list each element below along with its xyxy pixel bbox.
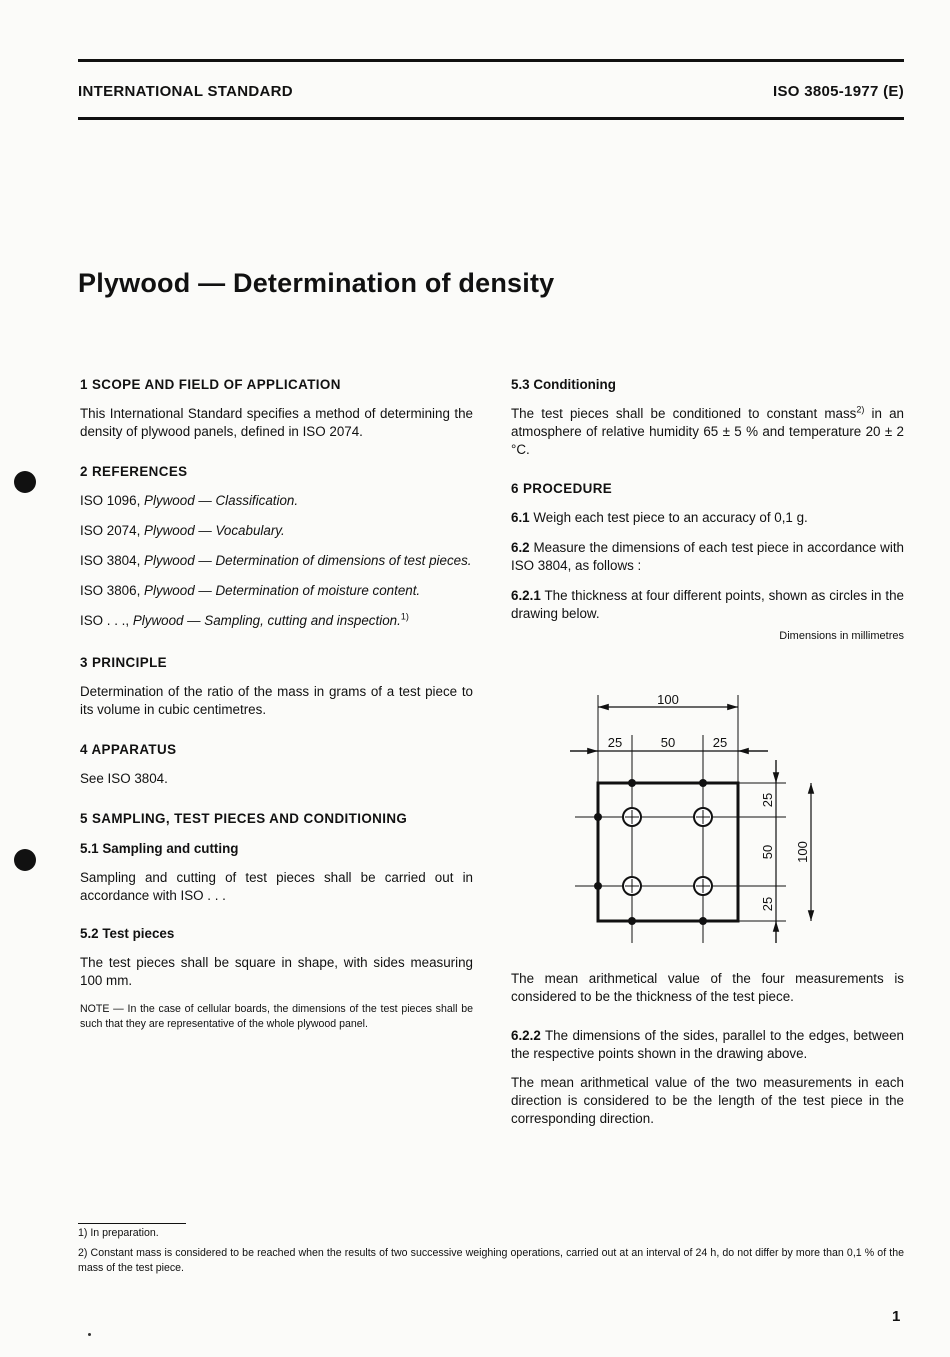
header-bottom-rule (78, 117, 904, 120)
measure-point-2 (694, 808, 712, 826)
dim-right-total: 100 (795, 841, 810, 863)
mean-thickness-text: The mean arithmetical value of the four measurements is considered to be the thickness of the test piece. (511, 971, 904, 1004)
reference-1: ISO 1096, Plywood — Classification. (80, 493, 299, 508)
dim-right-seg-1: 25 (760, 792, 775, 808)
section-3-heading: 3 PRINCIPLE (80, 655, 167, 670)
dim-top-seg-1: 25 (607, 735, 623, 750)
section-5-3-text: The test pieces shall be conditioned to constant mass$^{2)}$ in an atmosphere of relative humidity 65 ± 5 % and temperature 20 ± 2 °C. (511, 404, 904, 457)
right-column (511, 376, 904, 645)
reference-2: ISO 2074, Plywood — Vocabulary. (80, 523, 285, 538)
section-5-1-text: Sampling and cutting of test pieces shall be carried out in accordance with ISO . . . (80, 870, 473, 903)
reference-5: ISO . . ., Plywood — Sampling, cutting and inspection.$^{1)}$ (80, 611, 409, 628)
section-3-text: Determination of the ratio of the mass in grams of a test piece to its volume in cubic centimetres. (80, 684, 473, 717)
reference-4: ISO 3806, Plywood — Determination of moisture content. (80, 583, 421, 598)
section-6-2: 6.2 Measure the dimensions of each test piece in accordance with ISO 3804, as follows : (511, 540, 904, 573)
footnote-2: 2) Constant mass is considered to be reached when the results of two successive weighing operations, carried out at an interval of 24 h, do not differ by more than 0,1 % of the mass of the test piece. (78, 1247, 904, 1274)
mean-length-text: The mean arithmetical value of the two measurements in each direction is considered to be the length of the test piece in the corresponding direction. (511, 1075, 904, 1126)
header-right: ISO 3805-1977 (E) (772, 83, 904, 100)
measure-point-1 (623, 808, 641, 826)
dim-top-seg-2: 50 (660, 735, 676, 750)
page-title: Plywood — Determination of density (78, 268, 555, 298)
section-6-1: 6.1 Weigh each test piece to an accuracy of 0,1 g. (511, 510, 808, 525)
section-1-text: This International Standard specifies a method of determining the density of plywood panels, defined in ISO 2074. (80, 406, 473, 439)
punch-hole-bottom (14, 849, 36, 871)
test-piece-square (598, 783, 738, 921)
dim-right-seg-3: 25 (760, 896, 775, 912)
dimensions-note: Dimensions in millimetres (779, 630, 904, 642)
section-5-heading: 5 SAMPLING, TEST PIECES AND CONDITIONING (80, 811, 408, 826)
footnote-rule (78, 1223, 186, 1224)
speck (88, 1333, 91, 1336)
section-4-heading: 4 APPARATUS (80, 742, 177, 757)
section-4-text: See ISO 3804. (80, 771, 168, 786)
dim-top-total: 100 (657, 692, 679, 707)
section-2-heading: 2 REFERENCES (80, 464, 188, 479)
right-column-continued (511, 970, 904, 1128)
measure-point-4 (694, 877, 712, 895)
left-column (80, 376, 473, 1031)
footnote-1: 1) In preparation. (78, 1227, 159, 1239)
punch-hole-top (14, 471, 36, 493)
header-left: INTERNATIONAL STANDARD (78, 83, 293, 100)
section-5-1-heading: 5.1 Sampling and cutting (80, 841, 239, 856)
dim-top-seg-3: 25 (712, 735, 728, 750)
dim-right-seg-2: 50 (760, 844, 775, 860)
page-number: 1 (892, 1308, 901, 1325)
section-6-2-2: 6.2.2 The dimensions of the sides, parallel to the edges, between the respective points shown in the drawing above. (511, 1028, 904, 1061)
section-6-heading: 6 PROCEDURE (511, 481, 613, 496)
measure-point-3 (623, 877, 641, 895)
section-6-2-1: 6.2.1 The thickness at four different points, shown as circles in the drawing below. (511, 588, 904, 621)
section-5-2-heading: 5.2 Test pieces (80, 926, 175, 941)
section-1-heading: 1 SCOPE AND FIELD OF APPLICATION (80, 377, 341, 392)
section-5-2-text: The test pieces shall be square in shape, with sides measuring 100 mm. (80, 955, 473, 988)
note: NOTE — In the case of cellular boards, the dimensions of the test pieces shall be such that they are representative of the whole plywood panel. (80, 1003, 473, 1030)
header-top-rule (78, 59, 904, 62)
section-5-3-heading: 5.3 Conditioning (511, 377, 616, 392)
reference-3: ISO 3804, Plywood — Determination of dimensions of test pieces. (80, 553, 472, 568)
test-piece-drawing (560, 685, 860, 955)
